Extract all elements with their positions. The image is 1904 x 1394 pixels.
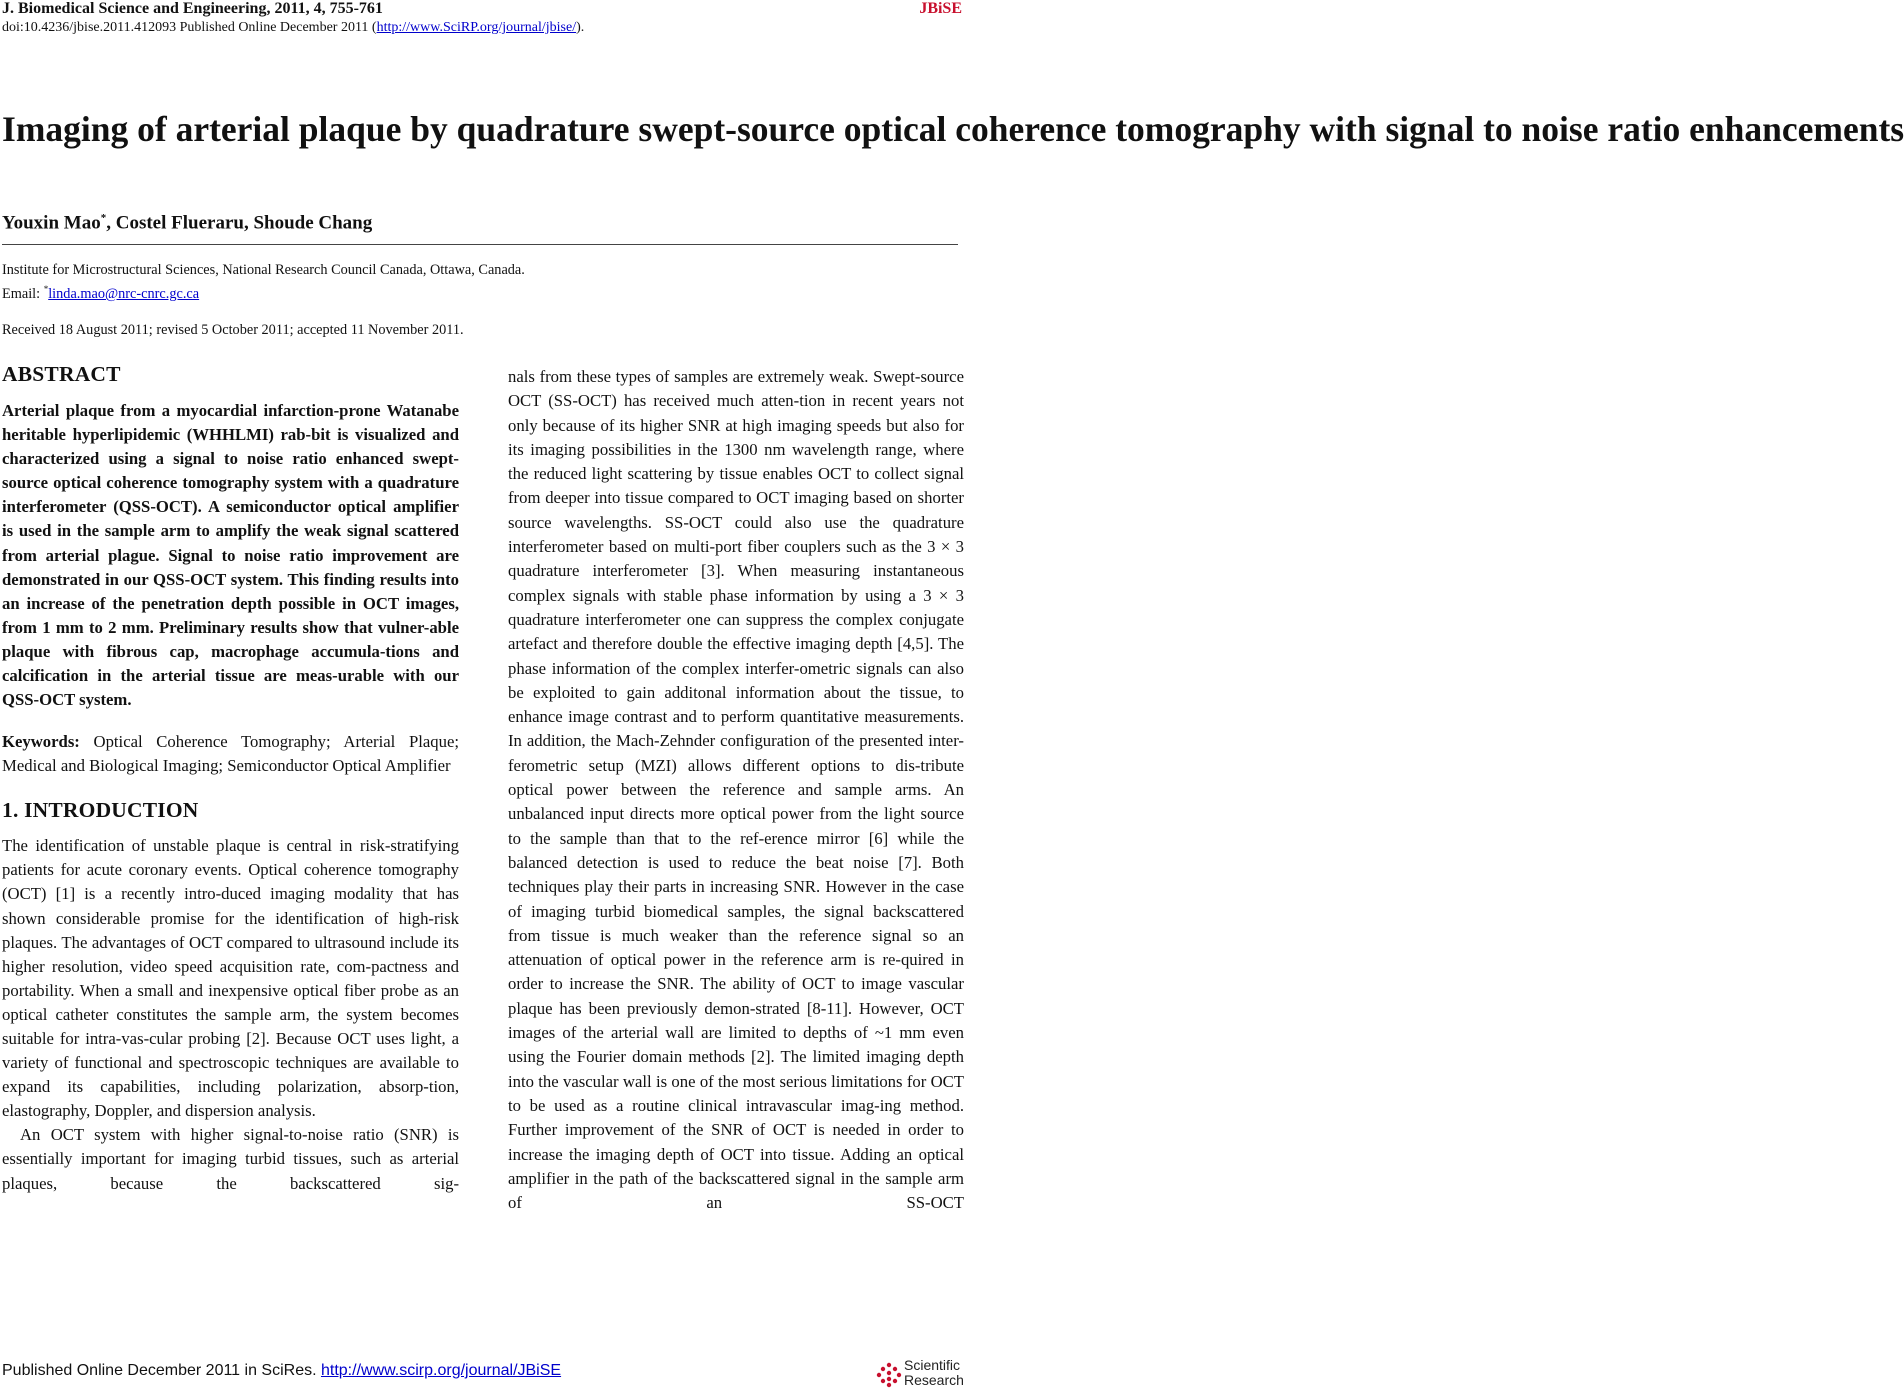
footer-link[interactable]: http://www.scirp.org/journal/JBiSE <box>320 1362 562 1379</box>
scientific-research-logo <box>876 1356 964 1392</box>
intro-paragraph-2-cont: nals from these types of samples are extremely weak. Swept-source OCT (SS-OCT) has received much atten-tion in recent years not only because of its higher SNR at high imaging speeds but also for its imaging possibilities in the 1300 nm wavelength range, where the reduced light scattering by tissue enables OCT to collect signal from deeper into tissue compared to OCT imaging based on shorter source wavelengths. SS-OCT could also use the quadrature interferometer based on multi-port fiber couplers such as the 3 × 3 quadrature interferometer [3]. When measuring instantaneous complex signals with stable phase information by using a 3 × 3 quadrature interferometer one can suppress the complex conjugate artefact and therefore double the effective imaging depth [4,5]. The phase information of the complex interfer-ometric signals can also be exploited to gain additonal information about the tissue, to enhance image contrast and to perform quantitative measurements. In addition, the Mach-Zehnder configuration of the presented inter-ferometric setup (MZI) allows different options to dis-tribute optical power between the reference and sample arms. An unbalanced input directs more optical power from the light source to the sample than that to the ref-erence mirror [6] while the balanced detection is used to reduce the beat noise [7]. Both techniques play their parts in increasing SNR. However in the case of imaging turbid biomedical samples, the signal backscattered from tissue is much weaker than the reference signal so an attenuation of optical power in the reference arm is re-quired in order to increase the SNR. The ability of OCT to image vascular plaque has been previously demon-strated [8-11]. However, OCT images of the arterial wall are limited to depths of ~1 mm even using the Fourier domain methods [2]. The limited imaging depth into the vascular wall is one of the most serious limitations for OCT to be used as a routine clinical intravascular imag-ing method. Further improvement of the SNR of OCT is needed in order to increase the imaging depth of OCT into tissue. Adding an optical amplifier in the path of the backscattered signal in the sample arm of an SS-OCT <box>508 367 964 1213</box>
intro-paragraph-1: The identification of unstable plaque is central in risk-stratifying patients for acute coronary events. Optical coherence tomography (OCT) [1] is a recently intro-duced imaging modality that has shown considerable promise for the identification of high-risk plaques. The advantages of OCT compared to ultrasound include its higher resolution, video speed acquisition rate, com-pactness and portability. When a small and inexpensive optical fiber probe as an optical catheter constitutes the sample arm, the system becomes suitable for intra-vas-cular probing [2]. Because OCT uses light, a variety of functional and spectroscopic techniques are available to expand its capabilities, including polarization, absorp-tion, elastography, Doppler, and dispersion analysis. <box>2 836 459 1121</box>
publisher-logo-icon <box>876 1362 902 1388</box>
email-label: Email: <box>2 285 44 302</box>
logo-line-1: Scientific <box>904 1357 961 1373</box>
abstract-heading: ABSTRACT <box>2 362 121 386</box>
email-mark: * <box>43 284 49 294</box>
email-line <box>2 284 199 303</box>
title-divider <box>2 244 958 245</box>
authors <box>2 212 372 234</box>
abstract-text: Arterial plaque from a myocardial infarction-prone Watanabe heritable hyperlipidemic (WHHLMI) rab-bit is visualized and characterized using a signal to noise ratio enhanced swept-source optical coherence tomography system with a quadrature interferometer (QSS-OCT). A semiconductor optical amplifier is used in the sample arm to amplify the weak signal scattered from arterial plague. Signal to noise ratio improvement are demonstrated in our QSS-OCT system. This finding results into an increase of the penetration depth possible in OCT images, from 1 mm to 2 mm. Preliminary results show that vulner-able plaque with fibrous cap, macrophage accumula-tions and calcification in the arterial tissue are meas-urable with our QSS-OCT system. <box>2 401 459 710</box>
intro-paragraph-2: An OCT system with higher signal-to-noise ratio (SNR) is essentially important for imaging turbid tissues, such as arterial plaques, because the backscattered sig- <box>2 1125 459 1193</box>
email-link[interactable]: linda.mao@nrc-cnrc.gc.ca <box>48 285 200 302</box>
footer-text: Published Online December 2011 in SciRes. <box>2 1362 321 1379</box>
keywords-text: Optical Coherence Tomography; Arterial Plaque; Medical and Biological Imaging; Semiconductor Optical Amplifier <box>2 732 459 776</box>
doi-suffix: ). <box>576 20 585 35</box>
doi-prefix: doi:10.4236/jbise.2011.412093 Published Online December 2011 ( <box>2 20 377 35</box>
journal-citation: J. Biomedical Science and Engineering, 2011, 4, 755-761 <box>2 0 383 17</box>
keywords-label: Keywords: <box>2 732 80 752</box>
other-authors: , Costel Flueraru, Shoude Chang <box>106 212 373 234</box>
journal-link[interactable]: http://www.SciRP.org/journal/jbise/ <box>376 20 577 35</box>
first-author: Youxin Mao <box>2 212 101 234</box>
title-text: Imaging of arterial plaque by quadrature swept-source optical coherence tomography with signal to noise ratio enhancements <box>2 109 1904 149</box>
journal-abbrev: JBiSE <box>919 0 962 17</box>
footer <box>2 1362 561 1380</box>
right-column <box>508 365 964 1215</box>
keywords <box>2 730 459 778</box>
introduction-heading: 1. INTRODUCTION <box>2 798 199 823</box>
corresponding-mark: * <box>100 212 107 224</box>
received-dates: Received 18 August 2011; revised 5 October 2011; accepted 11 November 2011. <box>2 322 464 338</box>
paper-title <box>2 108 1904 150</box>
logo-line-2: Research <box>904 1372 964 1388</box>
logo-wordmark <box>904 1358 964 1388</box>
affiliation: Institute for Microstructural Sciences, National Research Council Canada, Ottawa, Canada. <box>2 262 525 278</box>
doi-line <box>2 20 584 36</box>
left-column <box>2 362 459 1196</box>
